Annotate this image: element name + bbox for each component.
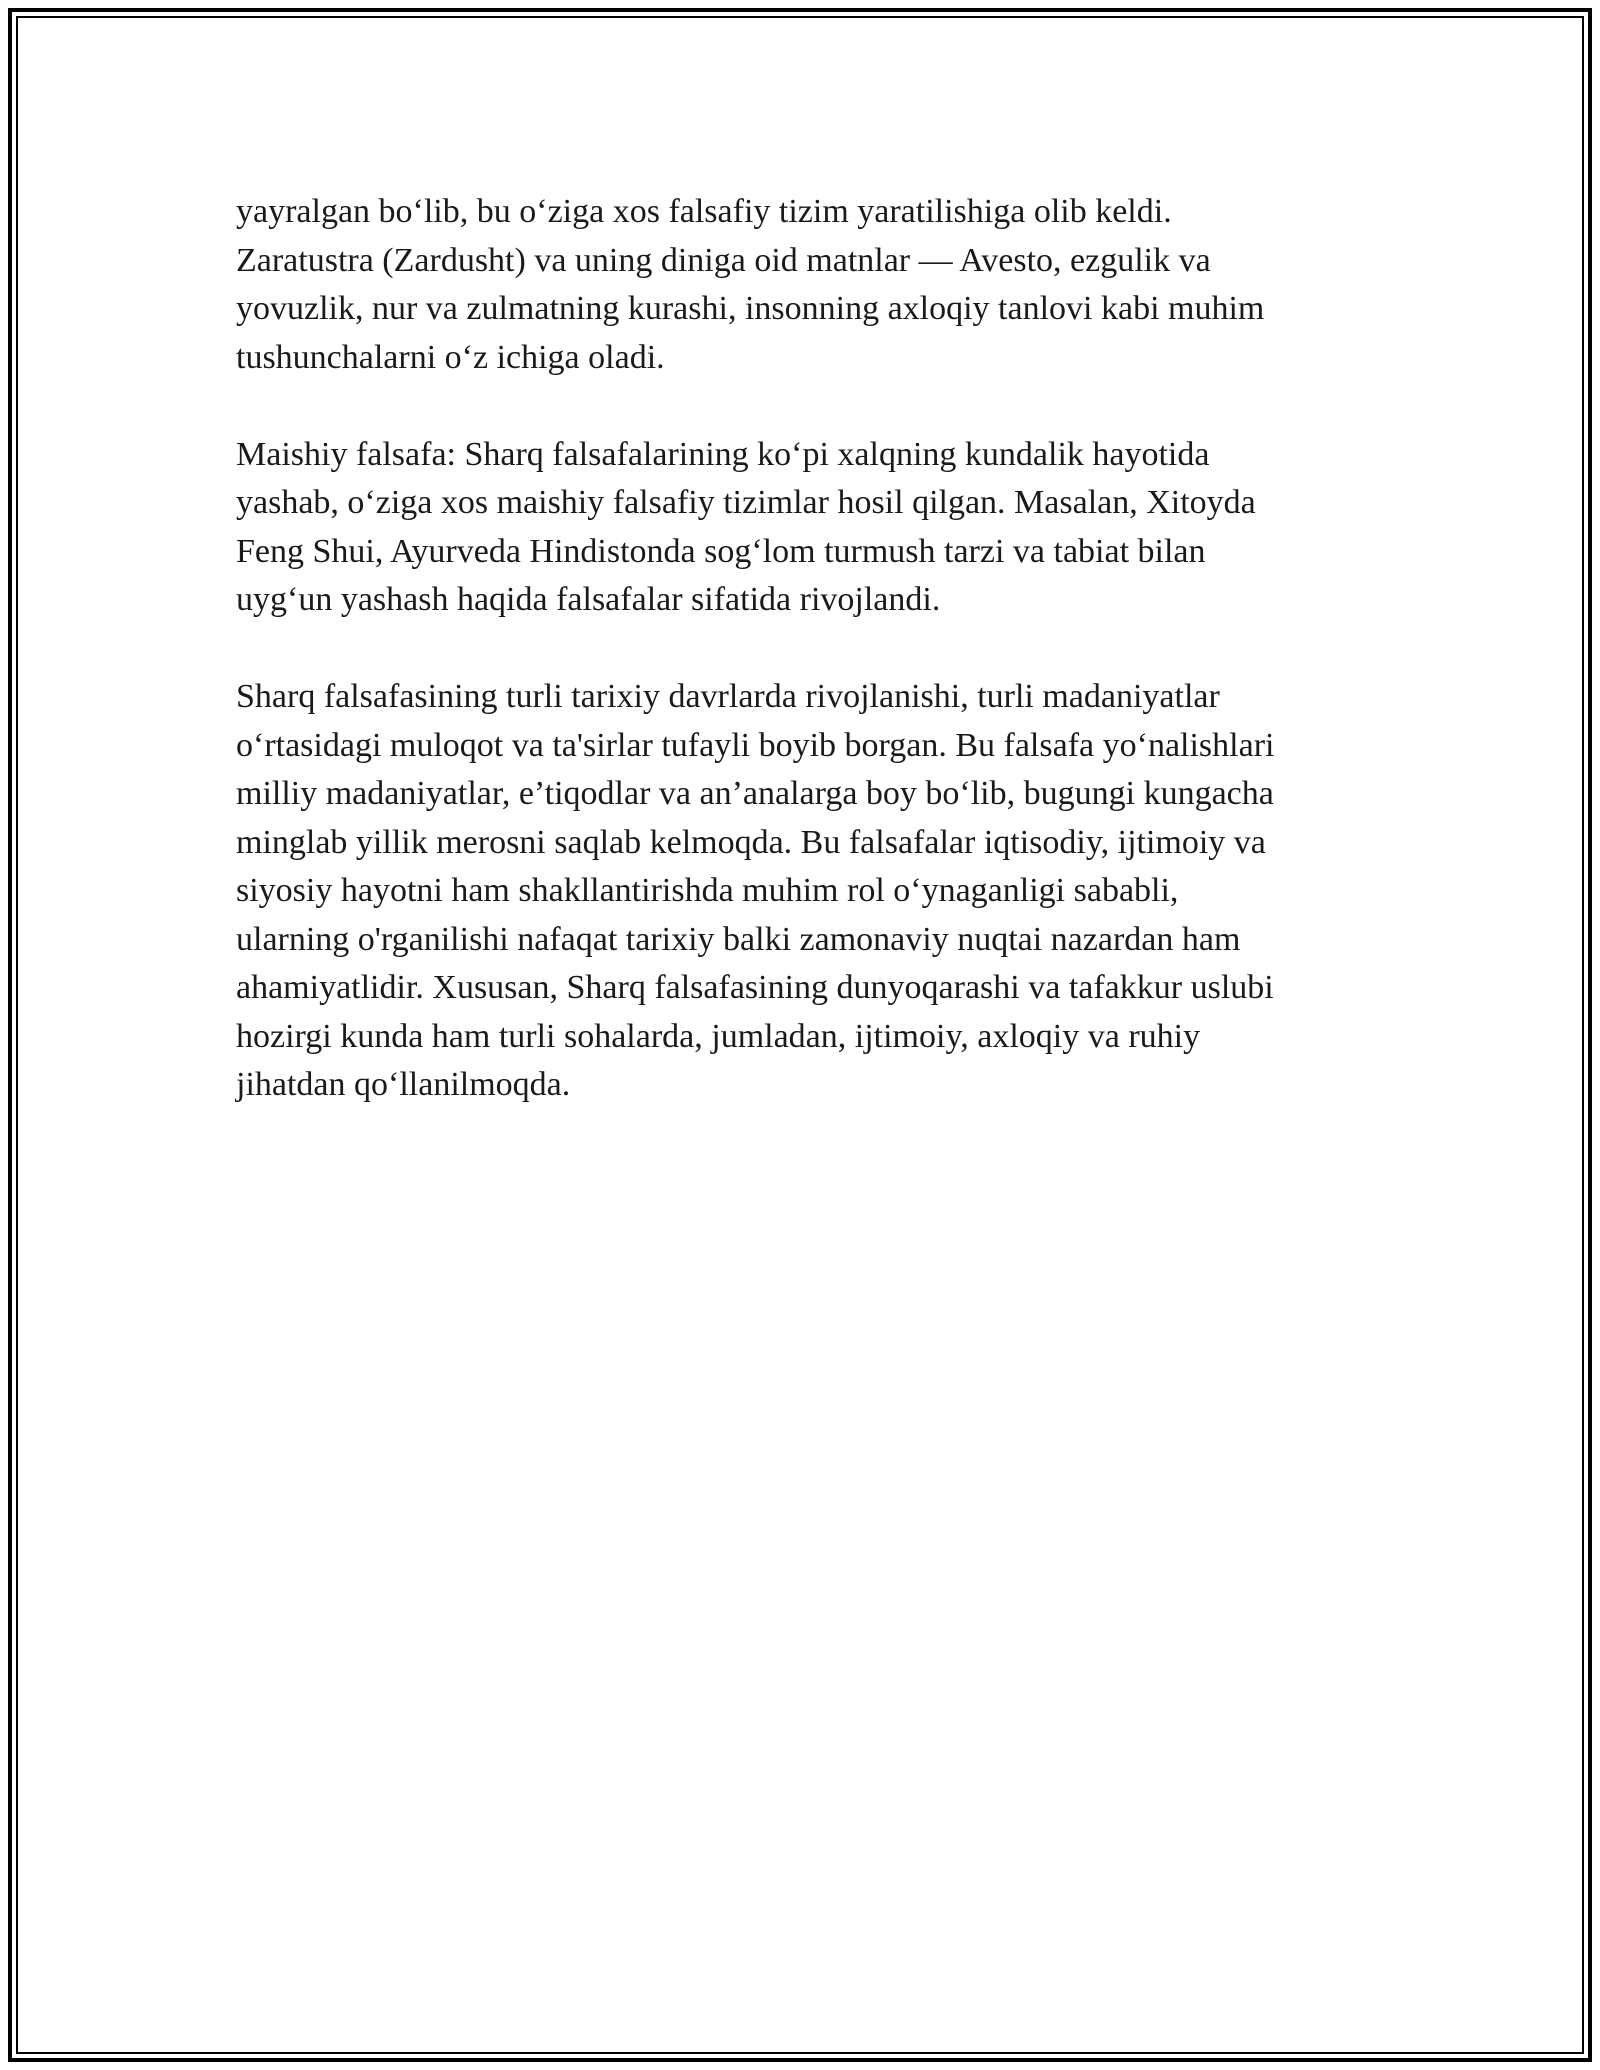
document-body bbox=[236, 188, 1376, 1158]
paragraph-avesto: yayralgan bo‘lib, bu o‘ziga xos falsafiy tizim yaratilishiga olib keldi. Zaratustra (Zardusht) va uning diniga oid matnlar — Avesto, ezgulik va yovuzlik, nur va zulmatning kurashi, insonning axloqiy tanlovi kabi muhim tushunchalarni o‘z ichiga oladi. bbox=[236, 193, 1265, 376]
paragraph-sharq-falsafasi: Sharq falsafasining turli tarixiy davrlarda rivojlanishi, turli madaniyatlar o‘rtasidagi muloqot va ta'sirlar tufayli boyib borgan. Bu falsafa yo‘nalishlari milliy madaniyatlar, e’tiqodlar va an’analarga boy bo‘lib, bugungi kungacha minglab yillik merosni saqlab kelmoqda. Bu falsafalar iqtisodiy, ijtimoiy va siyosiy hayotni ham shakllantirishda muhim rol o‘ynaganligi sababli, ularning o'rganilishi nafaqat tarixiy balki zamonaviy nuqtai nazardan ham ahamiyatlidir. Xususan, Sharq falsafasining dunyoqarashi va tafakkur uslubi hozirgi kunda ham turli sohalarda, jumladan, ijtimoiy, axloqiy va ruhiy jihatdan qo‘llanilmoqda. bbox=[236, 678, 1275, 1103]
paragraph-maishiy-falsafa: Maishiy falsafa: Sharq falsafalarining ko‘pi xalqning kundalik hayotida yashab, o‘ziga xos maishiy falsafiy tizimlar hosil qilgan. Masalan, Xitoyda Feng Shui, Ayurveda Hindistonda sog‘lom turmush tarzi va tabiat bilan uyg‘un yashash haqida falsafalar sifatida rivojlandi. bbox=[236, 435, 1256, 618]
